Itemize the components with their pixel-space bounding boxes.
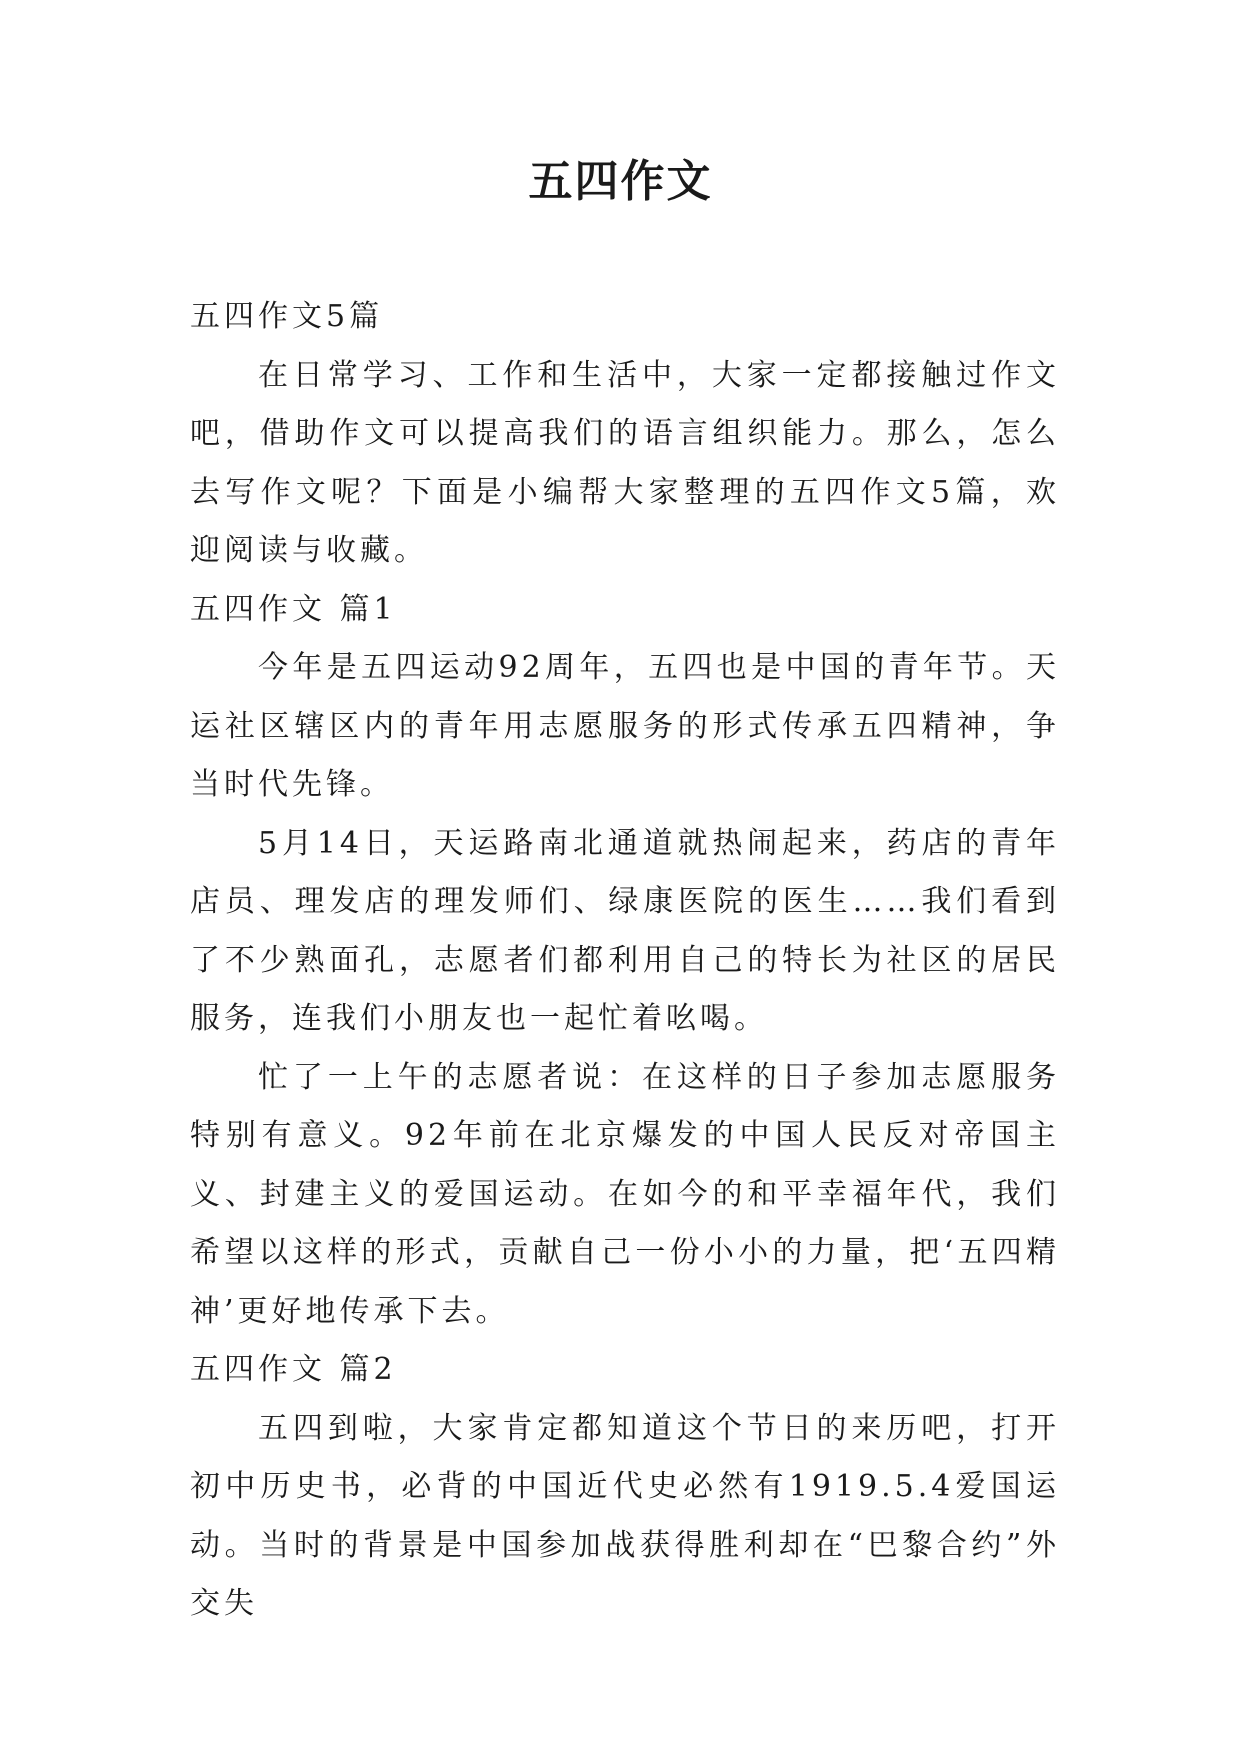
paragraph: 今年是五四运动92周年，五四也是中国的青年节。天运社区辖区内的青年用志愿服务的形式传承五四精神，争当时代先锋。 <box>190 650 1060 802</box>
document-title: 五四作文 <box>528 156 713 207</box>
paragraph: 五四到啦，大家肯定都知道这个节日的来历吧，打开初中历史书，必背的中国近代史必然有1919.5.4爱国运动。当时的背景是中国参加战获得胜利却在“巴黎合约”外交失 <box>190 1410 1060 1621</box>
paragraph: 在日常学习、工作和生活中，大家一定都接触过作文吧，借助作文可以提高我们的语言组织能力。那么，怎么去写作文呢？下面是小编帮大家整理的五四作文5篇，欢迎阅读与收藏。 <box>190 357 1060 568</box>
paragraph: 5月14日，天运路南北通道就热闹起来，药店的青年店员、理发店的理发师们、绿康医院的医生……我们看到了不少熟面孔，志愿者们都利用自己的特长为社区的居民服务，连我们小朋友也一起忙着吆喝。 <box>190 825 1060 1036</box>
section-heading: 五四作文 篇2 <box>190 1352 397 1387</box>
paragraph: 忙了一上午的志愿者说：在这样的日子参加志愿服务特别有意义。92年前在北京爆发的中国人民反对帝国主义、封建主义的爱国运动。在如今的和平幸福年代，我们希望以这样的形式，贡献自己一份小小的力量，把‘五四精神’更好地传承下去。 <box>190 1059 1060 1329</box>
document-body <box>190 288 1060 1634</box>
section-heading: 五四作文 篇1 <box>190 591 397 627</box>
section-heading: 五四作文5篇 <box>190 299 384 334</box>
